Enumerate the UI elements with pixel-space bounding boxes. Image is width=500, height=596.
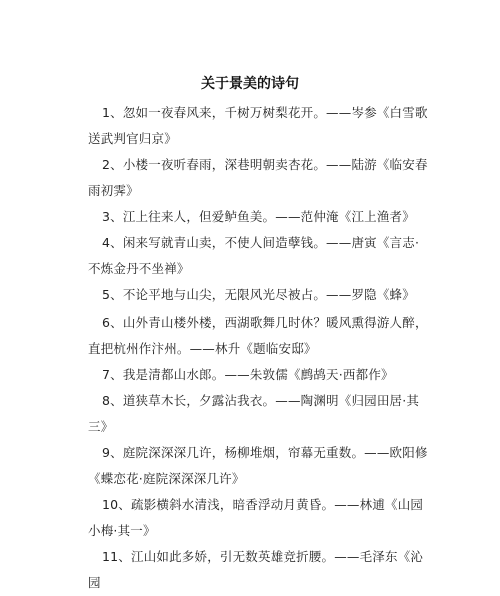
poem-2: 2、小楼一夜听春雨，深巷明朝卖杏花。——陆游《临安春雨初霁》 [88,157,428,198]
poem-10: 10、疏影横斜水清浅，暗香浮动月黄昏。——林逋《山园小梅·其一》 [88,497,424,538]
poem-3: 3、江上往来人，但爱鲈鱼美。——范仲淹《江上渔者》 [102,209,415,224]
poem-1: 1、忽如一夜春风来，千树万树梨花开。——岑参《白雪歌送武判官归京》 [88,105,428,146]
poem-5: 5、不论平地与山尖，无限风光尽被占。——罗隐《蜂》 [102,287,415,302]
poem-6: 6、山外青山楼外楼，西湖歌舞几时休？暖风熏得游人醉，直把杭州作汴州。——林升《题临安邸》 [88,315,428,356]
poem-7: 7、我是清都山水郎。——朱敦儒《鹧鸪天·西都作》 [102,367,394,382]
poem-11: 11、江山如此多娇，引无数英雄竞折腰。——毛泽东《沁园 [88,549,424,590]
poem-9: 9、庭院深深深几许，杨柳堆烟，帘幕无重数。——欧阳修《蝶恋花·庭院深深深几许》 [88,445,428,486]
poem-4: 4、闲来写就青山卖，不使人间造孽钱。——唐寅《言志·不炼金丹不坐禅》 [88,235,420,276]
document-title: 关于景美的诗句 [201,76,299,92]
poem-8: 8、道狭草木长，夕露沾我衣。——陶渊明《归园田居·其三》 [88,393,420,434]
